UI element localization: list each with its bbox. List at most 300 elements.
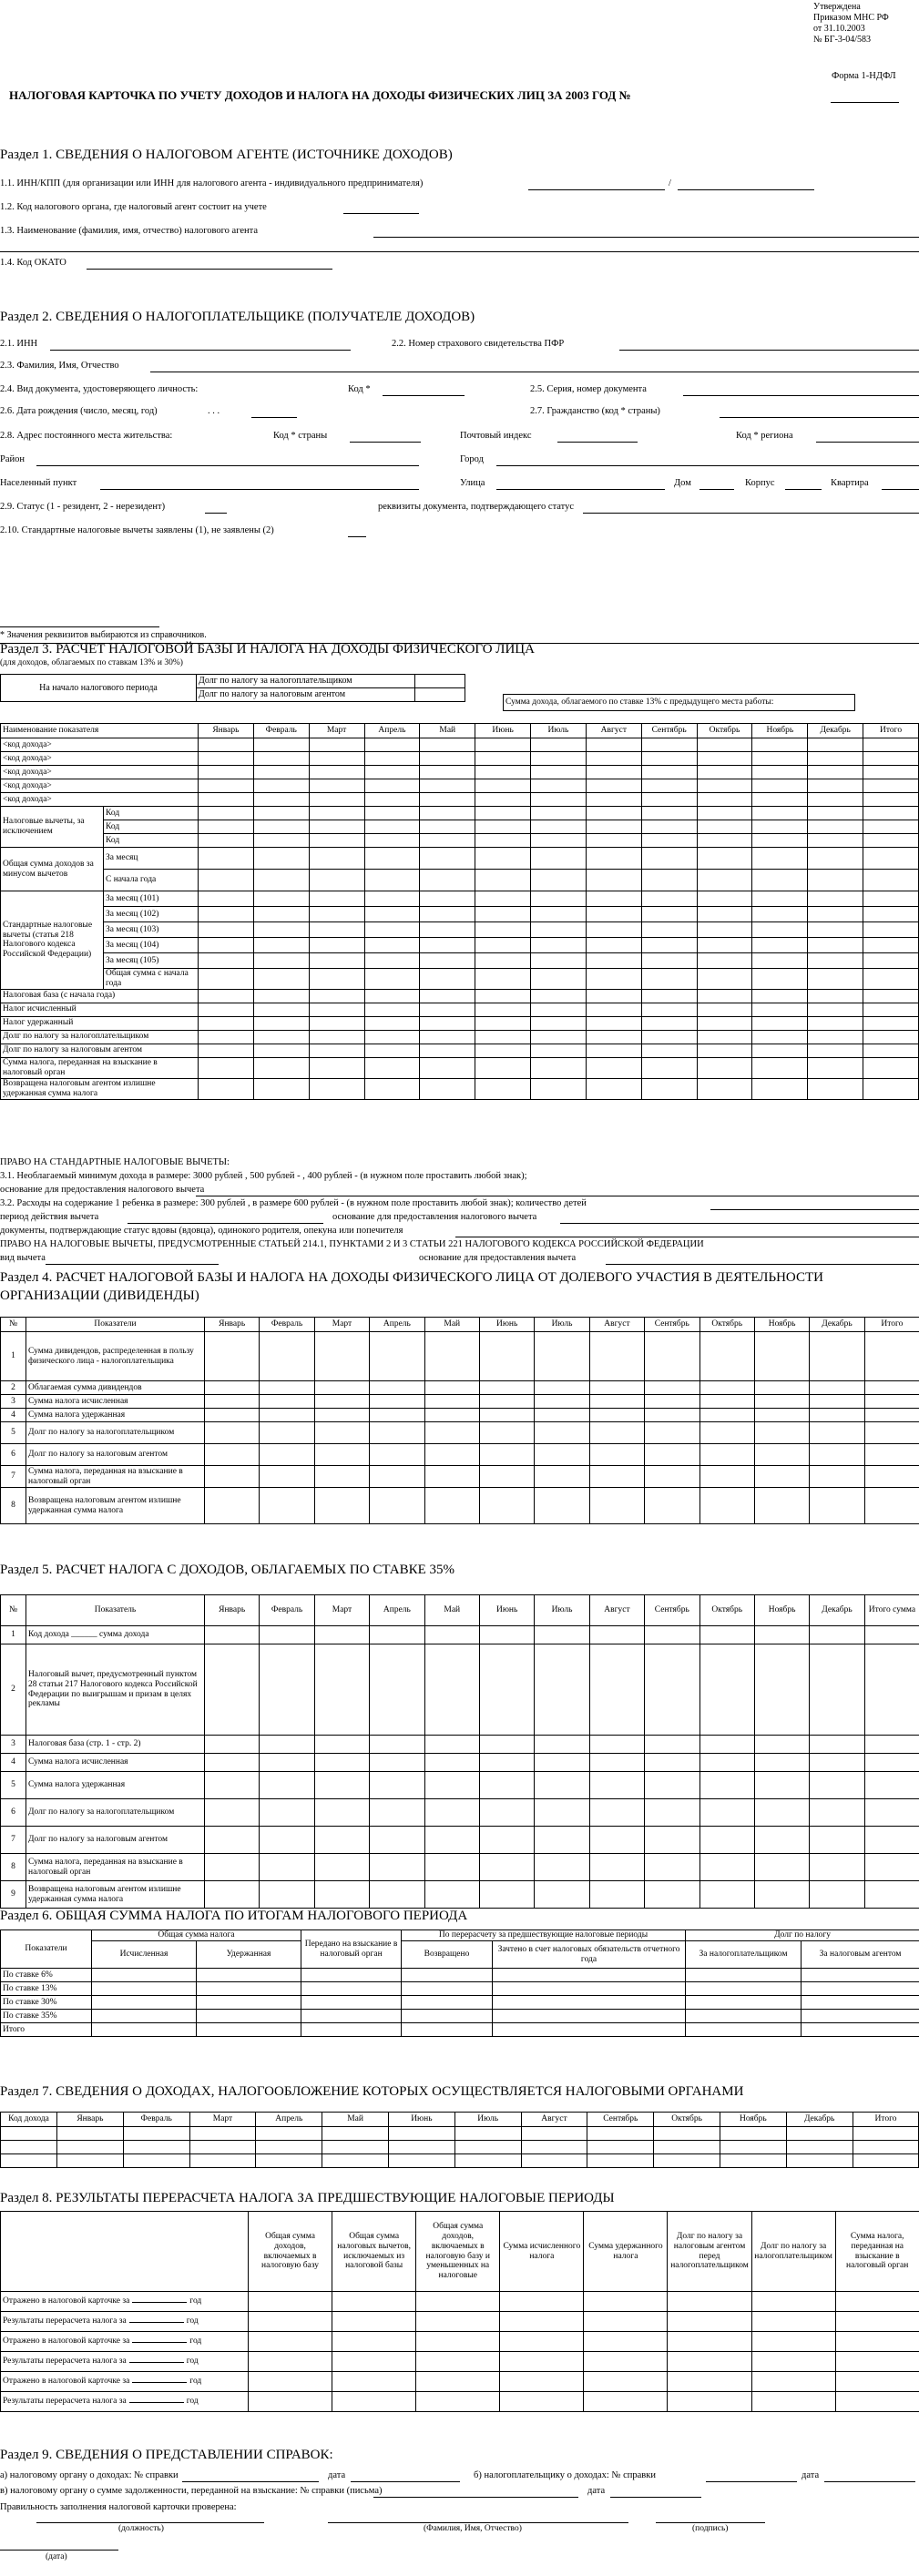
cell[interactable] — [645, 1644, 699, 1736]
cell[interactable] — [364, 1003, 420, 1016]
cell[interactable] — [752, 807, 808, 820]
cell[interactable] — [864, 1488, 919, 1524]
cell[interactable] — [253, 891, 309, 907]
cell[interactable] — [424, 1736, 479, 1754]
cell[interactable] — [645, 1444, 699, 1466]
cell[interactable] — [584, 2372, 668, 2392]
cell[interactable] — [309, 834, 364, 848]
cell[interactable] — [402, 1996, 493, 2010]
cell[interactable] — [493, 1982, 686, 1996]
cell[interactable] — [475, 989, 531, 1003]
cell[interactable] — [808, 1078, 863, 1099]
cell[interactable] — [697, 1003, 752, 1016]
cell[interactable] — [309, 1003, 364, 1016]
cell[interactable] — [752, 752, 808, 766]
cell[interactable] — [668, 2372, 751, 2392]
cell[interactable] — [479, 1772, 534, 1799]
cell[interactable] — [475, 779, 531, 793]
cell[interactable] — [754, 1444, 809, 1466]
cell[interactable] — [699, 1881, 754, 1909]
cell[interactable] — [309, 1078, 364, 1099]
cell[interactable] — [332, 2392, 416, 2412]
cell[interactable] — [752, 953, 808, 969]
cell[interactable] — [752, 793, 808, 807]
cell[interactable] — [668, 2292, 751, 2312]
cell[interactable] — [808, 1003, 863, 1016]
cell[interactable] — [697, 820, 752, 834]
cert-tax-office-date[interactable] — [351, 2481, 460, 2482]
cell[interactable] — [479, 1644, 534, 1736]
cell[interactable] — [314, 1381, 369, 1395]
cell[interactable] — [808, 953, 863, 969]
cell[interactable] — [416, 2312, 500, 2332]
cell[interactable] — [645, 1332, 699, 1381]
cell[interactable] — [479, 1827, 534, 1854]
cell[interactable] — [364, 820, 420, 834]
cell[interactable] — [584, 2332, 668, 2352]
cell[interactable] — [645, 1881, 699, 1909]
cell[interactable] — [808, 834, 863, 848]
cell[interactable] — [802, 1982, 919, 1996]
cell[interactable] — [364, 848, 420, 870]
cell[interactable] — [256, 2141, 322, 2154]
cell[interactable] — [364, 989, 420, 1003]
cell[interactable] — [645, 1626, 699, 1644]
cell[interactable] — [198, 938, 253, 953]
cell[interactable] — [835, 2372, 919, 2392]
cell[interactable] — [586, 907, 641, 922]
street-field[interactable] — [496, 489, 665, 490]
cell[interactable] — [810, 1772, 864, 1799]
cell[interactable] — [500, 2332, 584, 2352]
cell[interactable] — [198, 907, 253, 922]
cell[interactable] — [364, 1030, 420, 1044]
cell[interactable] — [699, 1444, 754, 1466]
cell[interactable] — [420, 738, 475, 752]
cell[interactable] — [301, 2010, 402, 2023]
cell[interactable] — [586, 1016, 641, 1030]
cell[interactable] — [364, 807, 420, 820]
cell[interactable] — [752, 1030, 808, 1044]
cell[interactable] — [808, 752, 863, 766]
cell[interactable] — [808, 969, 863, 990]
cell[interactable] — [454, 2154, 521, 2168]
cell[interactable] — [479, 1381, 534, 1395]
cell[interactable] — [751, 2332, 835, 2352]
cell[interactable] — [420, 766, 475, 779]
cell[interactable] — [253, 779, 309, 793]
cell[interactable] — [364, 779, 420, 793]
kpp-field[interactable] — [678, 189, 814, 190]
cell[interactable] — [864, 1381, 919, 1395]
cell[interactable] — [314, 1332, 369, 1381]
cell[interactable] — [808, 938, 863, 953]
cell[interactable] — [198, 1078, 253, 1099]
cell[interactable] — [253, 1016, 309, 1030]
cell[interactable] — [420, 779, 475, 793]
cell[interactable] — [589, 1381, 644, 1395]
deduction-basis-field[interactable] — [606, 1264, 919, 1265]
cell[interactable] — [424, 1644, 479, 1736]
cell[interactable] — [309, 989, 364, 1003]
deduction-type-field[interactable] — [46, 1264, 219, 1265]
cell[interactable] — [720, 2154, 786, 2168]
cell[interactable] — [699, 1754, 754, 1772]
cell[interactable] — [301, 2023, 402, 2037]
cell[interactable] — [416, 2372, 500, 2392]
cell[interactable] — [123, 2154, 189, 2168]
cell[interactable] — [641, 989, 697, 1003]
cell[interactable] — [751, 2392, 835, 2412]
status-field[interactable] — [205, 513, 227, 514]
std-deduction-field[interactable] — [348, 536, 366, 537]
cell[interactable] — [754, 1381, 809, 1395]
cell[interactable] — [752, 1057, 808, 1078]
cell[interactable] — [309, 807, 364, 820]
cell[interactable] — [864, 1772, 919, 1799]
cell[interactable] — [420, 969, 475, 990]
cell[interactable] — [802, 1996, 919, 2010]
cell[interactable] — [864, 1466, 919, 1488]
cell[interactable] — [475, 1016, 531, 1030]
cell[interactable] — [810, 1409, 864, 1422]
cell[interactable] — [752, 907, 808, 922]
cell[interactable] — [584, 2352, 668, 2372]
cell[interactable] — [697, 779, 752, 793]
cell[interactable] — [420, 807, 475, 820]
id-doc-code-field[interactable] — [383, 395, 465, 396]
cell[interactable] — [521, 2154, 587, 2168]
cell[interactable] — [586, 938, 641, 953]
cell[interactable] — [810, 1381, 864, 1395]
cell[interactable] — [402, 1969, 493, 1982]
cell[interactable] — [641, 1044, 697, 1057]
building-field[interactable] — [785, 489, 822, 490]
cell[interactable] — [364, 834, 420, 848]
cell[interactable] — [810, 1881, 864, 1909]
cert-taxpayer-no[interactable] — [706, 2481, 797, 2482]
cell[interactable] — [699, 1381, 754, 1395]
cell[interactable] — [253, 766, 309, 779]
cell[interactable] — [863, 922, 919, 938]
cell[interactable] — [754, 1466, 809, 1488]
cell[interactable] — [641, 1016, 697, 1030]
cell[interactable] — [864, 1854, 919, 1881]
cell[interactable] — [699, 1644, 754, 1736]
cell[interactable] — [697, 848, 752, 870]
cell[interactable] — [198, 953, 253, 969]
cell[interactable] — [253, 834, 309, 848]
cell[interactable] — [260, 1381, 314, 1395]
cell[interactable] — [699, 1736, 754, 1754]
cell[interactable] — [253, 793, 309, 807]
cell[interactable] — [205, 1395, 260, 1409]
cell[interactable] — [205, 1466, 260, 1488]
cell[interactable] — [370, 1488, 424, 1524]
cell[interactable] — [198, 807, 253, 820]
cell[interactable] — [475, 834, 531, 848]
cell[interactable] — [641, 834, 697, 848]
cell[interactable] — [535, 1381, 589, 1395]
cell[interactable] — [475, 969, 531, 990]
cell[interactable] — [364, 738, 420, 752]
cell[interactable] — [424, 1881, 479, 1909]
cell[interactable] — [754, 1409, 809, 1422]
cell[interactable] — [205, 1444, 260, 1466]
cell[interactable] — [253, 752, 309, 766]
cell[interactable] — [641, 807, 697, 820]
cell[interactable] — [309, 891, 364, 907]
cell[interactable] — [668, 2392, 751, 2412]
cell[interactable] — [697, 922, 752, 938]
cell[interactable] — [589, 1444, 644, 1466]
cell[interactable] — [420, 891, 475, 907]
cell[interactable] — [697, 738, 752, 752]
cell[interactable] — [835, 2332, 919, 2352]
cell[interactable] — [752, 938, 808, 953]
cell[interactable] — [205, 1332, 260, 1381]
cell[interactable] — [864, 1754, 919, 1772]
cell[interactable] — [364, 870, 420, 891]
cell[interactable] — [754, 1488, 809, 1524]
cell[interactable] — [697, 807, 752, 820]
cell[interactable] — [314, 1881, 369, 1909]
cell[interactable] — [531, 989, 587, 1003]
cell[interactable] — [699, 1395, 754, 1409]
cell[interactable] — [752, 1016, 808, 1030]
cell[interactable] — [198, 1003, 253, 1016]
cell[interactable] — [586, 766, 641, 779]
cell[interactable] — [1, 2154, 57, 2168]
cell[interactable] — [752, 1044, 808, 1057]
cell[interactable] — [92, 2010, 197, 2023]
cell[interactable] — [198, 820, 253, 834]
cell[interactable] — [205, 1799, 260, 1827]
cell[interactable] — [654, 2127, 720, 2141]
cell[interactable] — [531, 1016, 587, 1030]
cell[interactable] — [197, 1982, 301, 1996]
cell[interactable] — [424, 1466, 479, 1488]
cell[interactable] — [454, 2127, 521, 2141]
cell[interactable] — [752, 766, 808, 779]
cell[interactable] — [668, 2312, 751, 2332]
cell[interactable] — [388, 2141, 454, 2154]
cell[interactable] — [699, 1799, 754, 1827]
cell[interactable] — [668, 2352, 751, 2372]
cell[interactable] — [57, 2154, 124, 2168]
cell[interactable] — [699, 1626, 754, 1644]
cell[interactable] — [531, 938, 587, 953]
cell[interactable] — [754, 1827, 809, 1854]
cell[interactable] — [863, 969, 919, 990]
cell[interactable] — [256, 2127, 322, 2141]
cell[interactable] — [752, 1003, 808, 1016]
cell[interactable] — [754, 1332, 809, 1381]
cell[interactable] — [364, 938, 420, 953]
cell[interactable] — [864, 1332, 919, 1381]
cell[interactable] — [309, 793, 364, 807]
cell[interactable] — [479, 1422, 534, 1444]
cell[interactable] — [314, 1422, 369, 1444]
cell[interactable] — [808, 766, 863, 779]
cell[interactable] — [754, 1772, 809, 1799]
cell[interactable] — [205, 1881, 260, 1909]
region-code-field[interactable] — [816, 442, 919, 443]
cell[interactable] — [531, 969, 587, 990]
cell[interactable] — [810, 1799, 864, 1827]
cell[interactable] — [752, 969, 808, 990]
cell[interactable] — [686, 1996, 802, 2010]
cell[interactable] — [420, 1003, 475, 1016]
cell[interactable] — [863, 1044, 919, 1057]
cell[interactable] — [535, 1488, 589, 1524]
cell[interactable] — [420, 848, 475, 870]
tax-office-field[interactable] — [343, 213, 419, 214]
cell[interactable] — [864, 1644, 919, 1736]
cell[interactable] — [416, 2292, 500, 2312]
cell[interactable] — [589, 1644, 644, 1736]
cell[interactable] — [322, 2127, 389, 2141]
cell[interactable] — [531, 870, 587, 891]
cell[interactable] — [589, 1422, 644, 1444]
cell[interactable] — [249, 2352, 332, 2372]
cell[interactable] — [370, 1799, 424, 1827]
cell[interactable] — [697, 1044, 752, 1057]
cell[interactable] — [641, 922, 697, 938]
cell[interactable] — [751, 2312, 835, 2332]
cell[interactable] — [198, 848, 253, 870]
cell[interactable] — [424, 1799, 479, 1827]
cell[interactable] — [198, 1016, 253, 1030]
cell[interactable] — [364, 766, 420, 779]
cell[interactable] — [198, 969, 253, 990]
cell[interactable] — [314, 1799, 369, 1827]
country-code-field[interactable] — [350, 442, 421, 443]
cell[interactable] — [479, 1799, 534, 1827]
cell[interactable] — [535, 1444, 589, 1466]
year-field[interactable] — [132, 2382, 187, 2383]
cell[interactable] — [420, 938, 475, 953]
cell[interactable] — [260, 1395, 314, 1409]
cell[interactable] — [253, 738, 309, 752]
cell[interactable] — [853, 2127, 919, 2141]
cell[interactable] — [641, 779, 697, 793]
cell[interactable] — [253, 907, 309, 922]
cell[interactable] — [752, 848, 808, 870]
cell[interactable] — [535, 1644, 589, 1736]
fio-sign-field[interactable] — [328, 2522, 628, 2523]
cell[interactable] — [197, 1996, 301, 2010]
debt-taxpayer-value[interactable] — [415, 675, 465, 688]
cell[interactable] — [123, 2141, 189, 2154]
cell[interactable] — [205, 1626, 260, 1644]
cell[interactable] — [697, 953, 752, 969]
cell[interactable] — [531, 807, 587, 820]
cell[interactable] — [364, 1057, 420, 1078]
cell[interactable] — [754, 1626, 809, 1644]
cell[interactable] — [493, 1996, 686, 2010]
cell[interactable] — [535, 1754, 589, 1772]
cell[interactable] — [370, 1332, 424, 1381]
cell[interactable] — [686, 1969, 802, 1982]
cell[interactable] — [810, 1395, 864, 1409]
cell[interactable] — [364, 953, 420, 969]
cell[interactable] — [198, 766, 253, 779]
cell[interactable] — [424, 1395, 479, 1409]
status-doc-field[interactable] — [583, 513, 919, 514]
cell[interactable] — [364, 1044, 420, 1057]
cell[interactable] — [521, 2127, 587, 2141]
cell[interactable] — [863, 820, 919, 834]
series-field[interactable] — [683, 395, 919, 396]
cell[interactable] — [205, 1736, 260, 1754]
cell[interactable] — [253, 922, 309, 938]
cell[interactable] — [479, 1444, 534, 1466]
cell[interactable] — [697, 907, 752, 922]
date-field[interactable] — [0, 2550, 118, 2551]
cell[interactable] — [493, 2010, 686, 2023]
cell[interactable] — [531, 793, 587, 807]
cell[interactable] — [322, 2154, 389, 2168]
cell[interactable] — [584, 2312, 668, 2332]
cell[interactable] — [364, 907, 420, 922]
cell[interactable] — [364, 922, 420, 938]
cert-debt-no[interactable] — [373, 2497, 578, 2498]
cell[interactable] — [416, 2332, 500, 2352]
cell[interactable] — [641, 1078, 697, 1099]
cell[interactable] — [752, 779, 808, 793]
cell[interactable] — [645, 1754, 699, 1772]
cell[interactable] — [260, 1799, 314, 1827]
cell[interactable] — [370, 1772, 424, 1799]
cell[interactable] — [424, 1422, 479, 1444]
cell[interactable] — [654, 2141, 720, 2154]
cell[interactable] — [249, 2392, 332, 2412]
cell[interactable] — [754, 1422, 809, 1444]
cell[interactable] — [808, 907, 863, 922]
cell[interactable] — [475, 870, 531, 891]
year-field[interactable] — [129, 2362, 184, 2363]
cell[interactable] — [479, 1395, 534, 1409]
cell[interactable] — [1, 2141, 57, 2154]
cell[interactable] — [697, 834, 752, 848]
cell[interactable] — [500, 2372, 584, 2392]
cell[interactable] — [205, 1381, 260, 1395]
cell[interactable] — [253, 1057, 309, 1078]
cell[interactable] — [370, 1422, 424, 1444]
cell[interactable] — [309, 779, 364, 793]
cell[interactable] — [786, 2154, 853, 2168]
cell[interactable] — [754, 1644, 809, 1736]
cell[interactable] — [697, 989, 752, 1003]
cell[interactable] — [786, 2141, 853, 2154]
cell[interactable] — [370, 1754, 424, 1772]
cell[interactable] — [92, 1969, 197, 1982]
cell[interactable] — [697, 1057, 752, 1078]
cell[interactable] — [808, 989, 863, 1003]
cell[interactable] — [309, 870, 364, 891]
cell[interactable] — [587, 2127, 654, 2141]
cell[interactable] — [531, 848, 587, 870]
cell[interactable] — [500, 2312, 584, 2332]
cell[interactable] — [370, 1827, 424, 1854]
cell[interactable] — [531, 779, 587, 793]
cell[interactable] — [589, 1827, 644, 1854]
cell[interactable] — [863, 1057, 919, 1078]
cell[interactable] — [863, 848, 919, 870]
cell[interactable] — [198, 891, 253, 907]
cell[interactable] — [754, 1799, 809, 1827]
